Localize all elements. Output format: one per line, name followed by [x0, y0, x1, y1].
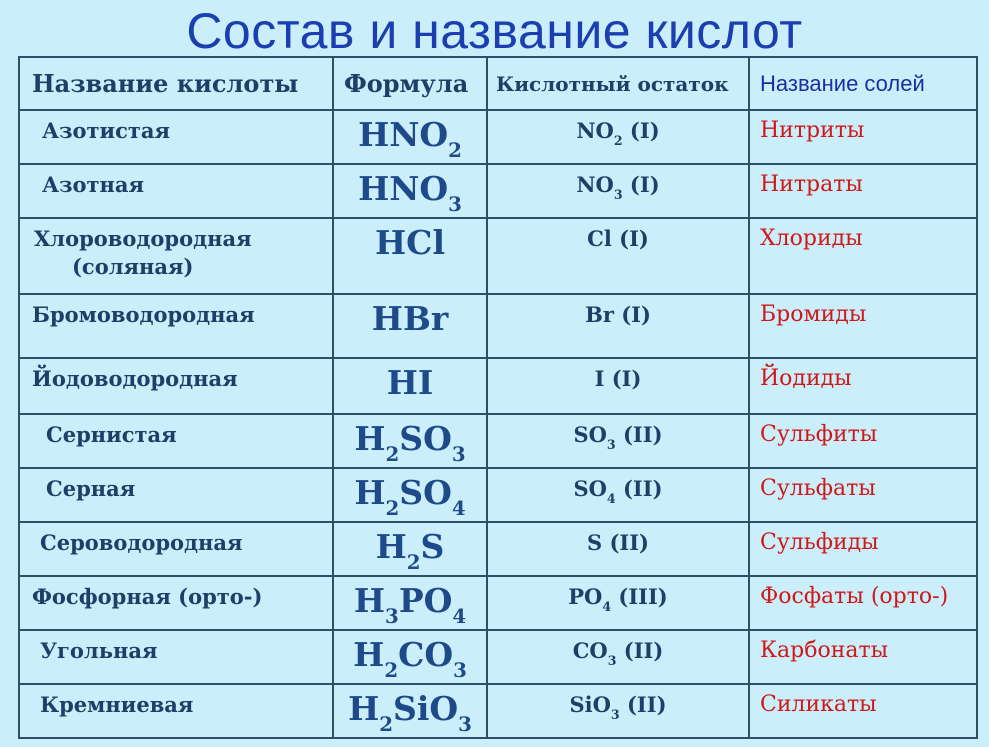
header-acid-residue: Кислотный остаток — [487, 57, 749, 110]
rows-9-rest-part: CO — [572, 638, 608, 663]
rows-10-rest-part: (II) — [619, 692, 667, 717]
rows-0-rest-part: (I) — [622, 118, 660, 143]
formula-cell — [333, 468, 487, 522]
rows-5-rest-part: SO — [573, 422, 607, 447]
acid-residue-cell — [487, 358, 749, 414]
acid-residue-cell — [487, 218, 749, 294]
rows-1-rest-part: 3 — [613, 186, 623, 202]
formula-cell — [333, 218, 487, 294]
acid-name-line: Серная — [46, 476, 136, 501]
rows-7-formula-part: S — [420, 527, 445, 566]
acid-residue-cell — [487, 522, 749, 576]
acid-name-line: Фосфорная (орто-) — [32, 584, 263, 609]
acid-residue-cell — [487, 630, 749, 684]
acid-name-cell — [19, 684, 333, 738]
salt-name-cell: Сульфаты — [749, 468, 977, 522]
table-row — [19, 684, 977, 738]
rows-7-rest-part: S (II) — [587, 530, 649, 555]
acid-name-line: Азотистая — [42, 118, 171, 143]
acid-name-cell — [19, 358, 333, 414]
table-row — [19, 414, 977, 468]
salt-name-cell: Йодиды — [749, 358, 977, 414]
salt-name-cell: Карбонаты — [749, 630, 977, 684]
acids-table — [18, 56, 978, 739]
table-header-row — [19, 57, 977, 110]
acid-name-line: Сероводородная — [40, 530, 243, 555]
acid-name-line: Сернистая — [46, 422, 177, 447]
formula-cell — [333, 684, 487, 738]
rows-5-formula-part: 2 — [385, 441, 400, 466]
acid-name-cell — [19, 294, 333, 358]
table-row — [19, 358, 977, 414]
rows-6-formula-part: SO — [399, 473, 452, 512]
acid-name-cell — [19, 576, 333, 630]
acid-name-line: Йодоводородная — [32, 366, 238, 391]
salt-name-cell: Силикаты — [749, 684, 977, 738]
formula-cell — [333, 414, 487, 468]
acid-name-line: Хлороводородная — [34, 226, 252, 251]
rows-10-formula-part: SiO — [393, 689, 459, 728]
rows-5-rest-part: (II) — [615, 422, 663, 447]
acid-name-line: Бромоводородная — [32, 302, 255, 327]
rows-5-formula-part: H — [354, 419, 386, 458]
rows-0-formula-part: HNO — [358, 115, 449, 154]
acid-name-cell — [19, 414, 333, 468]
acid-name-cell — [19, 522, 333, 576]
rows-7-formula-part: 2 — [406, 549, 421, 574]
table-row — [19, 218, 977, 294]
formula-cell — [333, 522, 487, 576]
rows-1-rest-part: (I) — [622, 172, 660, 197]
rows-6-formula-part: 2 — [385, 495, 400, 520]
rows-4-rest-part: I (I) — [594, 366, 642, 391]
rows-1-formula-part: HNO — [358, 169, 449, 208]
rows-10-formula-part: 3 — [458, 711, 472, 736]
rows-6-formula-part: H — [354, 473, 386, 512]
acid-name-cell — [19, 630, 333, 684]
page-title: Состав и название кислот — [186, 3, 803, 59]
rows-2-rest-part: Cl (I) — [587, 226, 649, 251]
table-row — [19, 468, 977, 522]
acid-name-line: Угольная — [40, 638, 158, 663]
rows-8-rest-part: (III) — [611, 584, 668, 609]
rows-9-formula-part: 3 — [453, 657, 467, 682]
acid-name-line: Кремниевая — [40, 692, 194, 717]
acid-residue-cell — [487, 294, 749, 358]
header-acid-name: Название кислоты — [19, 57, 333, 110]
table-row — [19, 294, 977, 358]
rows-0-rest-part: NO — [576, 118, 614, 143]
rows-9-formula-part: 2 — [384, 657, 399, 682]
acid-name-line: Азотная — [42, 172, 145, 197]
rows-0-rest-part: 2 — [613, 132, 623, 148]
acid-name-cell — [19, 110, 333, 164]
rows-6-rest-part: (II) — [615, 476, 663, 501]
rows-8-formula-part: 3 — [385, 603, 399, 628]
rows-8-formula-part: PO — [398, 581, 453, 620]
rows-8-formula-part: H — [353, 581, 386, 620]
header-formula: Формула — [333, 57, 487, 110]
rows-8-rest-part: 4 — [602, 598, 612, 614]
rows-5-formula-part: SO — [399, 419, 452, 458]
formula-cell — [333, 576, 487, 630]
rows-3-formula-part: HBr — [371, 299, 449, 338]
table-row — [19, 110, 977, 164]
salt-name-cell: Сульфиты — [749, 414, 977, 468]
rows-6-rest-part: SO — [573, 476, 607, 501]
rows-9-rest-part: 3 — [607, 652, 617, 668]
salt-name-cell: Хлориды — [749, 218, 977, 294]
table-row — [19, 164, 977, 218]
acid-name-cell — [19, 468, 333, 522]
acid-residue-cell — [487, 684, 749, 738]
rows-10-formula-part: 2 — [379, 711, 394, 736]
header-salt-name: Название солей — [749, 57, 977, 110]
table-row — [19, 576, 977, 630]
acid-residue-cell — [487, 110, 749, 164]
formula-cell — [333, 358, 487, 414]
rows-1-rest-part: NO — [576, 172, 614, 197]
acid-name-cell — [19, 164, 333, 218]
rows-6-formula-part: 4 — [451, 495, 466, 520]
salt-name-cell: Фосфаты (орто-) — [749, 576, 977, 630]
rows-9-formula-part: H — [353, 635, 385, 674]
table-row — [19, 522, 977, 576]
formula-cell — [333, 294, 487, 358]
rows-8-rest-part: PO — [568, 584, 603, 609]
rows-6-rest-part: 4 — [606, 490, 616, 506]
table-body — [19, 110, 977, 738]
rows-5-rest-part: 3 — [606, 436, 616, 452]
acid-residue-cell — [487, 164, 749, 218]
rows-5-formula-part: 3 — [451, 441, 466, 466]
formula-cell — [333, 164, 487, 218]
rows-9-rest-part: (II) — [616, 638, 664, 663]
rows-10-rest-part: SiO — [569, 692, 611, 717]
salt-name-cell: Нитриты — [749, 110, 977, 164]
salt-name-cell: Сульфиды — [749, 522, 977, 576]
salt-name-cell: Нитраты — [749, 164, 977, 218]
table-row — [19, 630, 977, 684]
acid-residue-cell — [487, 468, 749, 522]
rows-1-formula-part: 3 — [448, 191, 462, 216]
formula-cell — [333, 630, 487, 684]
rows-7-formula-part: H — [375, 527, 407, 566]
acid-residue-cell — [487, 576, 749, 630]
acid-name-line: (соляная) — [72, 254, 194, 279]
salt-name-cell: Бромиды — [749, 294, 977, 358]
rows-4-formula-part: HI — [386, 363, 434, 402]
rows-9-formula-part: CO — [398, 635, 454, 674]
acid-name-cell — [19, 218, 333, 294]
rows-3-rest-part: Br (I) — [585, 302, 651, 327]
acid-residue-cell — [487, 414, 749, 468]
rows-0-formula-part: 2 — [448, 137, 462, 162]
rows-8-formula-part: 4 — [452, 603, 467, 628]
rows-10-formula-part: H — [348, 689, 380, 728]
formula-cell — [333, 110, 487, 164]
rows-10-rest-part: 3 — [610, 706, 620, 722]
rows-2-formula-part: HCl — [375, 223, 445, 262]
